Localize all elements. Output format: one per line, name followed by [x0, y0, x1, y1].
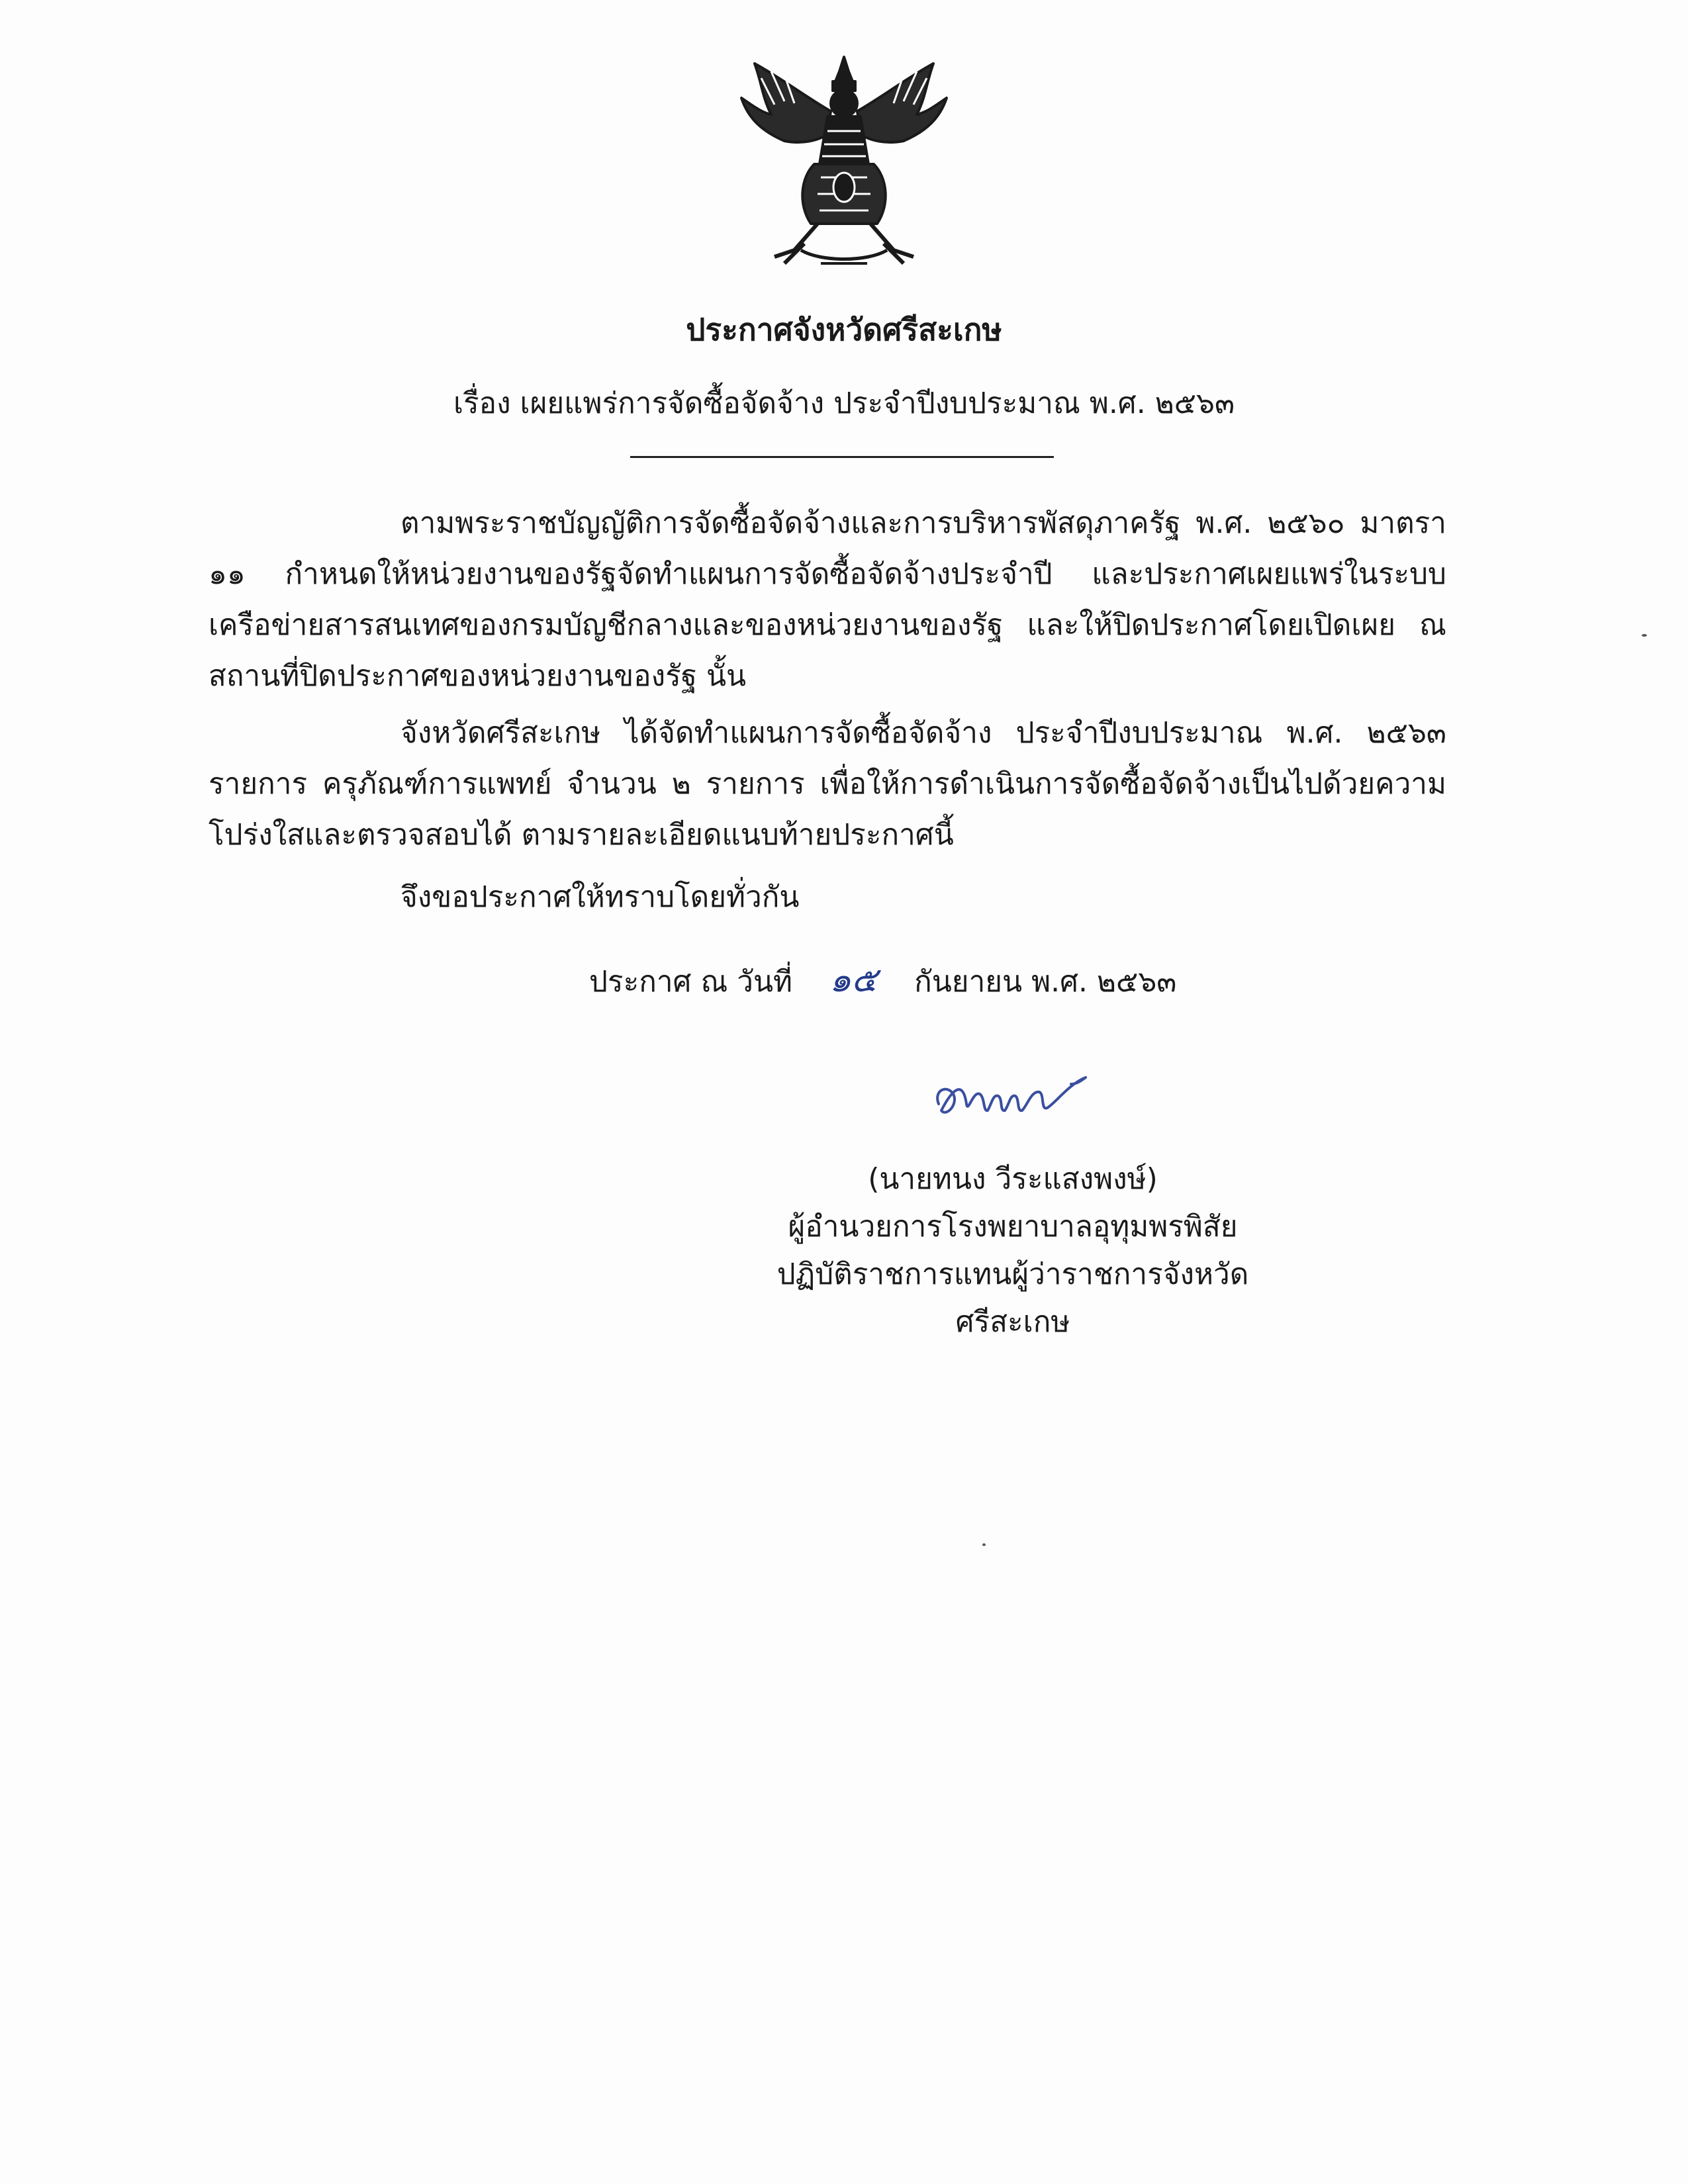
signatory-name: (นายทนง วีระแสงพงษ์) [868, 1162, 1158, 1196]
signatory-position: ผู้อำนวยการโรงพยาบาลอุทุมพรพิสัย [788, 1210, 1238, 1244]
announcement-date [589, 957, 1176, 1005]
garuda-emblem-icon [722, 52, 966, 277]
handwritten-signature [927, 1064, 1125, 1137]
signatory-block [722, 1156, 1304, 1346]
scan-speck [1642, 634, 1647, 637]
announcement-subject: เรื่อง เผยแพร่การจัดซื้อจัดจ้าง ประจำปีงบประมาณ พ.ศ. ๒๕๖๓ [453, 387, 1235, 420]
title-divider [630, 456, 1054, 458]
signatory-acting-for: ปฏิบัติราชการแทนผู้ว่าราชการจังหวัดศรีสะเกษ [776, 1257, 1249, 1339]
scan-speck [982, 1543, 986, 1546]
closing-line: จึงขอประกาศให้ทราบโดยทั่วกัน [400, 880, 800, 914]
body-paragraph-2: จังหวัดศรีสะเกษ ได้จัดทำแผนการจัดซื้อจัดจ้าง ประจำปีงบประมาณ พ.ศ. ๒๕๖๓ รายการ ครุภัณฑ์การแพทย์ จำนวน ๒ รายการ เพื่อให้การดำเนินการจัดซื้อจัดจ้างเป็นไปด้วยความโปร่งใสและตรวจสอบได้ ตามรายละเอียดแนบท้ายประกาศนี้ [209, 716, 1446, 852]
date-month-year: กันยายน พ.ศ. ๒๕๖๓ [914, 965, 1177, 999]
body-paragraph-1: ตามพระราชบัญญัติการจัดซื้อจัดจ้างและการบริหารพัสดุภาครัฐ พ.ศ. ๒๕๖๐ มาตรา ๑๑ กำหนดให้หน่วยงานของรัฐจัดทำแผนการจัดซื้อจัดจ้างประจำปี และประกาศเผยแพร่ในระบบเครือข่ายสารสนเทศของกรมบัญชีกลางและของหน่วยงานของรัฐ และให้ปิดประกาศโดยเปิดเผย ณ สถานที่ปิดประกาศของหน่วยงานของรัฐ นั้น [209, 506, 1446, 693]
date-prefix: ประกาศ ณ วันที่ [589, 965, 793, 999]
announcement-title: ประกาศจังหวัดศรีสะเกษ [686, 312, 1002, 347]
date-day-handwritten: ๑๕ [829, 960, 878, 1000]
